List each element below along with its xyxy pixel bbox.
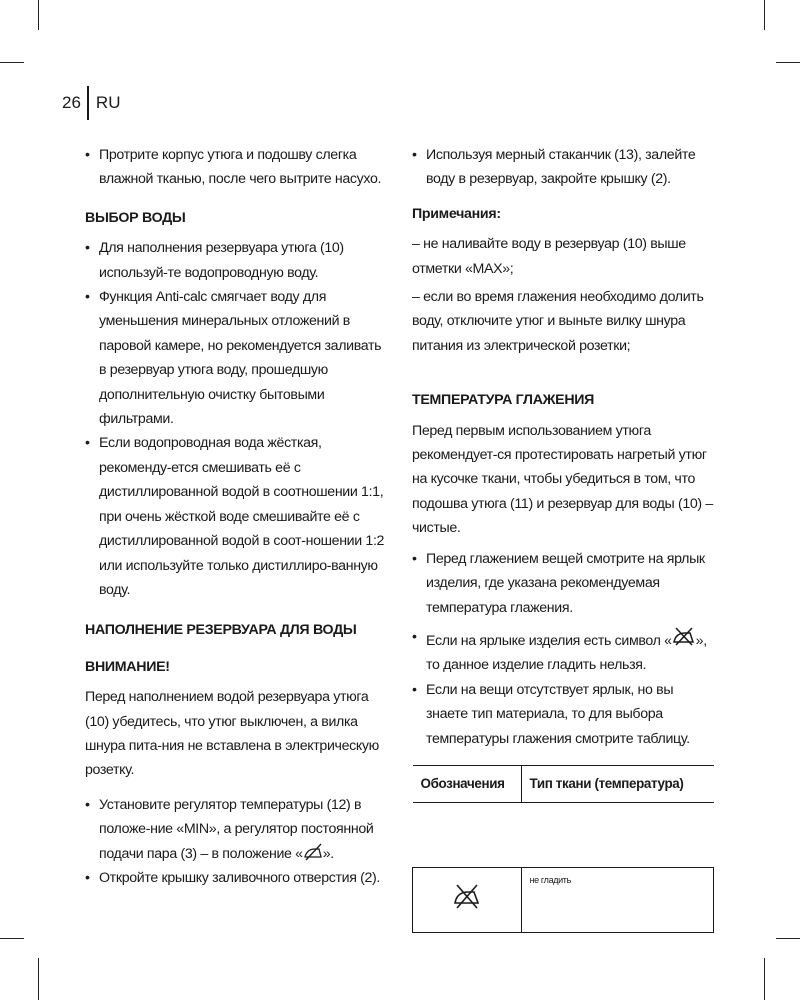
bullet-set-regulators [85, 793, 390, 866]
note-add-water: – если во время глажения необходимо долить воду, отключите утюг и выньте вилку шнура питания из электрической розетки; [412, 289, 704, 354]
table-cell-fabric: не гладить [521, 867, 714, 932]
heading-notes: Примечания: [412, 205, 501, 222]
bullet-measuring-cup: • Используя мерный стаканчик (13), залейте воду в резервуар, закройте крышку (2). [412, 143, 717, 192]
table-header-fabric: Тип ткани (температура) [521, 765, 714, 802]
heading-fill-reservoir: НАПОЛНЕНИЕ РЕЗЕРВУАРА ДЛЯ ВОДЫ [85, 622, 357, 639]
crop-mark-right-bottom [776, 938, 800, 939]
bullet-hard-water: • Если водопроводная вода жёсткая, рекоменду-ется смешивать её с дистиллированной водой в соотношении 1:1, при очень жёсткой воде смешивайте её с дистиллированной водой в соот-ношении 1:2 или используйте только дистиллиро-ванную воду. [85, 431, 390, 602]
note-max-level: – не наливайте воду в резервуар (10) выше отметки «MAX»; [412, 236, 686, 277]
no-iron-symbol-icon [452, 898, 482, 914]
set-regulators-text-2: ». [322, 845, 334, 862]
heading-ironing-temperature: ТЕМПЕРАТУРА ГЛАЖЕНИЯ [412, 392, 595, 409]
bullet-no-iron-symbol [412, 625, 717, 678]
bullet-check-label: • Перед глажением вещей смотрите на ярлык изделия, где указана рекомендуемая температура глажения. [412, 547, 717, 620]
no-iron-text-1: Если на ярлыке изделия есть символ « [426, 632, 672, 649]
warning-text: Перед наполнением водой резервуара утюга (10) убедитесь, что утюг выключен, а вилка шнура пита-ния не вставлена в электрическую розетку. [85, 689, 379, 779]
table-spacer-row [413, 802, 714, 867]
right-column [412, 143, 717, 933]
ironing-symbols-table [412, 765, 714, 933]
crop-mark-top-right [764, 0, 765, 30]
table-cell-symbol [413, 867, 522, 932]
bullet-anti-calc: • Функция Anti-calc смягчает воду для уменьшения минеральных отложений в паровой камере, но рекомендуется заливать в резервуар утюга воду, прошедшую дополнительную очистку бытовыми фильтрами. [85, 285, 390, 431]
crop-mark-left-bottom [0, 938, 24, 939]
left-column [85, 143, 390, 890]
page-header [62, 86, 120, 120]
crop-mark-top-left [38, 0, 39, 30]
no-iron-text-2: », то данное изделие гладить нельзя. [426, 632, 707, 674]
page-number: 26 [62, 93, 81, 112]
crop-mark-left-top [0, 62, 24, 63]
bullet-wipe-iron: • Протрите корпус утюга и подошву слегка влажной тканью, после чего вытрите насухо. [85, 143, 390, 192]
table-row [413, 867, 714, 932]
heading-water-choice: ВЫБОР ВОДЫ [85, 209, 186, 226]
set-regulators-text-1: Установите регулятор температуры (12) в положе-ние «MIN», а регулятор постоянной подачи пара (3) – в положение « [99, 796, 374, 862]
crop-mark-bottom-left [38, 958, 39, 1000]
crop-mark-bottom-right [764, 958, 765, 1000]
table-header-row [413, 765, 714, 802]
table-header-symbols: Обозначения [413, 765, 522, 802]
no-steam-symbol-icon [303, 843, 323, 861]
crop-mark-right-top [776, 62, 800, 63]
temperature-intro: Перед первым использованием утюга рекомендует-ся протестировать нагретый утюг на кусочке ткани, чтобы убедиться в том, что подошва утюга (11) и резервуар для воды (10) – чистые. [412, 422, 713, 537]
no-iron-symbol-icon [672, 625, 696, 647]
heading-warning: ВНИМАНИЕ! [85, 658, 170, 675]
bullet-no-label: • Если на вещи отсутствует ярлык, но вы знаете тип материала, то для выбора температуры глажения смотрите таблицу. [412, 678, 717, 751]
spacer [85, 783, 390, 793]
bullet-open-lid: • Откройте крышку заливочного отверстия (2). [85, 866, 390, 890]
language-code: RU [95, 93, 121, 112]
bullet-tap-water: • Для наполнения резервуара утюга (10) используй-те водопроводную воду. [85, 236, 390, 285]
